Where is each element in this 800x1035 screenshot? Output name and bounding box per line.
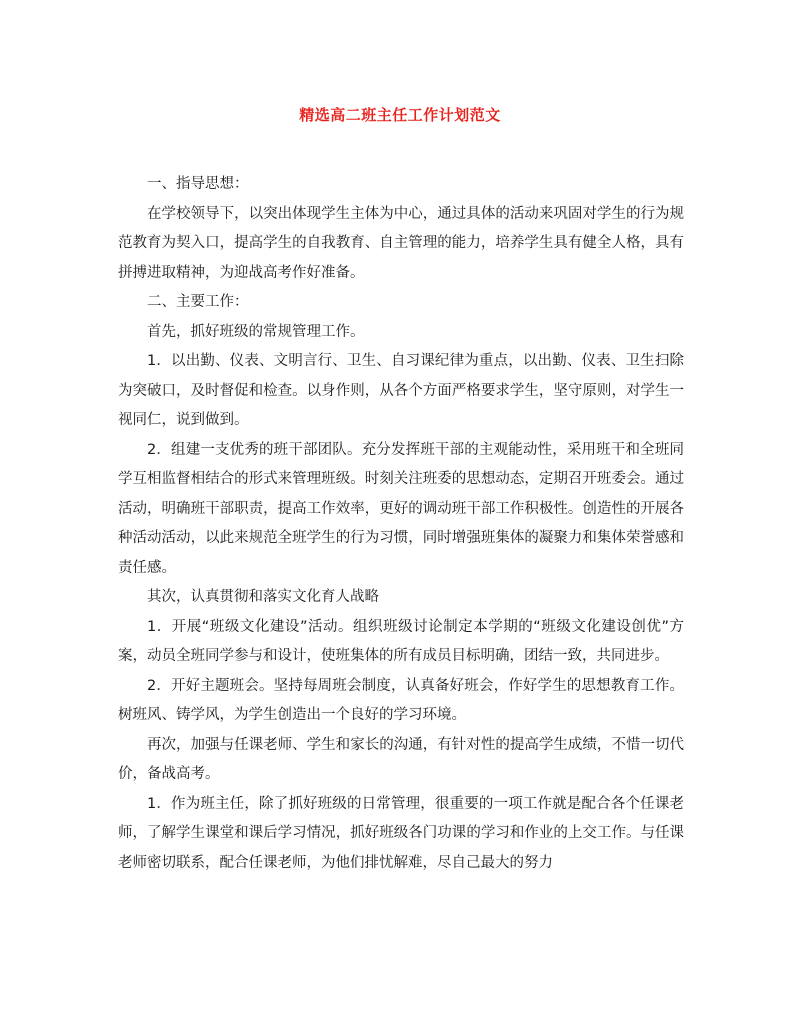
paragraph-second: 其次，认真贯彻和落实文化育人战略 [147, 589, 379, 605]
paragraph-first: 首先，抓好班级的常规管理工作。 [147, 323, 365, 340]
heading-guiding-ideology: 一、指导思想： [147, 176, 249, 192]
heading-main-work: 二、主要工作： [147, 294, 249, 310]
paragraph-second-item-1: 1．开展“班级文化建设”活动。组织班级讨论制定本学期的“班级文化建设创优”方案，动员全班同学参与和设计，使班集体的所有成员目标明确，团结一致，共同进步。 [118, 618, 684, 664]
paragraph-third: 再次，加强与任课老师、学生和家长的沟通，有针对性的提高学生成绩，不惜一切代价，备战高考。 [118, 736, 684, 782]
paragraph-second-item-2: 2．开好主题班会。坚持每周班会制度，认真备好班会，作好学生的思想教育工作。树班风、铸学风，为学生创造出一个良好的学习环境。 [118, 677, 684, 723]
paragraph-first-item-2: 2．组建一支优秀的班干部团队。充分发挥班干部的主观能动性，采用班干和全班同学互相监督相结合的形式来管理班级。时刻关注班委的思想动态，定期召开班委会。通过活动，明确班干部职责，提高工作效率，更好的调动班干部工作积极性。创造性的开展各种活动活动，以此来规范全班学生的行为习惯，同时增强班集体的凝聚力和集体荣誉感和责任感。 [118, 441, 684, 576]
page-title: 精选高二班主任工作计划范文 [299, 106, 501, 124]
paragraph-first-item-1: 1．以出勤、仪表、文明言行、卫生、自习课纪律为重点，以出勤、仪表、卫生扫除为突破口，及时督促和检查。以身作则，从各个方面严格要求学生，坚守原则，对学生一视同仁，说到做到。 [118, 353, 684, 428]
paragraph-guiding-ideology: 在学校领导下，以突出体现学生主体为中心，通过具体的活动来巩固对学生的行为规范教育为契入口，提高学生的自我教育、自主管理的能力，培养学生具有健全人格，具有拼搏进取精神，为迎战高考作好准备。 [118, 205, 684, 281]
document-body [118, 170, 684, 878]
paragraph-third-item-1: 1．作为班主任，除了抓好班级的日常管理，很重要的一项工作就是配合各个任课老师，了解学生课堂和课后学习情况，抓好班级各门功课的学习和作业的上交工作。与任课老师密切联系，配合任课老师，为他们排忧解难，尽自己最大的努力 [118, 795, 684, 871]
